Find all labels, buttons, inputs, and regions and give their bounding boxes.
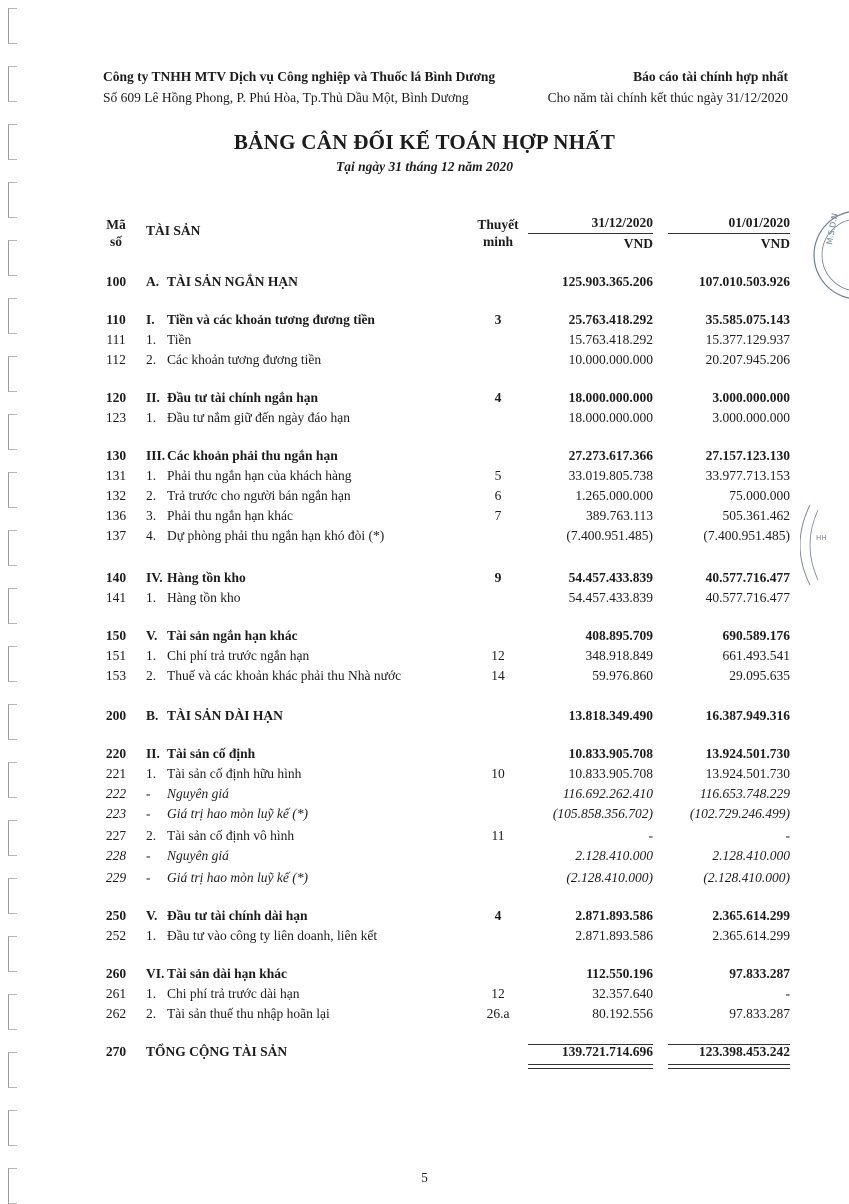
table-row	[0, 1042, 849, 1062]
row-value-previous: 35.585.075.143	[705, 312, 790, 327]
table-row	[0, 388, 849, 408]
table-row	[0, 906, 849, 926]
row-label: Giá trị hao mòn luỹ kế (*)	[167, 806, 308, 821]
row-note: 26.a	[486, 1006, 510, 1021]
row-index: 2.	[146, 352, 157, 367]
row-note: 4	[494, 390, 502, 405]
row-value-previous: 40.577.716.477	[705, 590, 790, 605]
row-index: 1.	[146, 928, 157, 943]
row-label: Tiền và các khoản tương đương tiền	[167, 312, 375, 327]
table-row	[0, 486, 849, 506]
row-code: 132	[105, 488, 127, 503]
row-index: IV.	[146, 570, 163, 585]
row-value-current: 139.721.714.696	[561, 1044, 653, 1059]
row-value-current: 59.976.860	[592, 668, 653, 683]
column-asset-header: TÀI SẢN	[146, 223, 201, 238]
row-note: 9	[494, 570, 502, 585]
row-value-previous: 97.833.287	[729, 1006, 790, 1021]
row-value-current: 348.918.849	[585, 648, 653, 663]
table-row	[0, 666, 849, 686]
table-row	[0, 568, 849, 588]
row-value-current: 116.692.262.410	[562, 786, 653, 801]
table-row	[0, 826, 849, 846]
table-row	[0, 744, 849, 764]
total-double-rule-previous	[668, 1064, 790, 1069]
row-label: Trả trước cho người bán ngắn hạn	[167, 488, 351, 503]
row-label: TỔNG CỘNG TÀI SẢN	[146, 1044, 288, 1059]
table-row	[0, 706, 849, 726]
row-label: Hàng tồn kho	[167, 590, 241, 605]
row-label: Tài sản cố định	[167, 746, 256, 761]
row-value-current: (7.400.951.485)	[566, 528, 653, 543]
row-index: II.	[146, 390, 160, 405]
column-currency-current: VND	[623, 236, 653, 251]
row-value-previous: 107.010.503.926	[698, 274, 790, 289]
row-index: 1.	[146, 648, 157, 663]
row-label: Phải thu ngắn hạn của khách hàng	[167, 468, 352, 483]
table-row	[0, 446, 849, 466]
row-index: -	[146, 848, 151, 863]
table-row	[0, 784, 849, 804]
table-row	[0, 272, 849, 292]
row-note: 10	[491, 766, 505, 781]
row-value-previous: 116.653.748.229	[699, 786, 790, 801]
row-note: 12	[491, 986, 505, 1001]
row-index: 3.	[146, 508, 157, 523]
row-index: 1.	[146, 332, 157, 347]
total-double-rule-current	[528, 1064, 653, 1069]
page-subtitle: Tại ngày 31 tháng 12 năm 2020	[335, 159, 514, 174]
table-row	[0, 1004, 849, 1024]
row-value-current: 389.763.113	[586, 508, 653, 523]
row-note: 14	[491, 668, 505, 683]
report-period: Cho năm tài chính kết thúc ngày 31/12/2020	[547, 90, 788, 105]
row-index: 2.	[146, 828, 157, 843]
column-note-line2: minh	[482, 234, 513, 249]
row-value-current: 2.871.893.586	[575, 928, 653, 943]
table-row	[0, 926, 849, 946]
row-code: 151	[105, 648, 127, 663]
row-index: I.	[146, 312, 155, 327]
row-code: 252	[105, 928, 127, 943]
row-code: 220	[105, 746, 127, 761]
header-left	[103, 66, 495, 108]
row-code: 100	[105, 274, 127, 289]
table-row	[0, 804, 849, 824]
header-right	[548, 66, 788, 108]
row-value-previous: 13.924.501.730	[705, 766, 790, 781]
row-index: V.	[146, 628, 158, 643]
row-index: 1.	[146, 410, 157, 425]
table-row	[0, 350, 849, 370]
table-row	[0, 846, 849, 866]
stamp-text: M.S.D.N	[825, 212, 840, 246]
row-value-previous: 690.589.176	[722, 628, 790, 643]
binding-hole	[8, 66, 17, 102]
row-code: 123	[105, 410, 127, 425]
row-label: Tài sản cố định vô hình	[167, 828, 295, 843]
row-index: 2.	[146, 488, 157, 503]
row-label: Thuế và các khoản khác phải thu Nhà nước	[167, 668, 402, 683]
row-index: A.	[146, 274, 160, 289]
row-value-current: 125.903.365.206	[561, 274, 653, 289]
table-row	[0, 868, 849, 888]
row-value-current: (2.128.410.000)	[566, 870, 653, 885]
table-row	[0, 526, 849, 546]
row-index: VI.	[146, 966, 165, 981]
table-row	[0, 408, 849, 428]
row-code: 150	[105, 628, 127, 643]
column-note-header	[458, 216, 538, 250]
row-value-previous: 2.365.614.299	[712, 928, 790, 943]
row-value-previous: -	[785, 828, 790, 843]
table-row	[0, 506, 849, 526]
row-code: 153	[105, 668, 127, 683]
row-index: 1.	[146, 766, 157, 781]
row-code: 120	[105, 390, 127, 405]
row-label: Giá trị hao mòn luỹ kế (*)	[167, 870, 308, 885]
company-name: Công ty TNHH MTV Dịch vụ Công nghiệp và Thuốc lá Bình Dương	[103, 69, 496, 84]
row-code: 262	[105, 1006, 127, 1021]
row-code: 136	[105, 508, 127, 523]
row-value-previous: 97.833.287	[729, 966, 790, 981]
row-value-current: 33.019.805.738	[568, 468, 653, 483]
binding-hole	[8, 182, 17, 218]
row-label: Tài sản ngắn hạn khác	[167, 628, 298, 643]
row-value-current: 18.000.000.000	[568, 390, 653, 405]
row-value-current: 25.763.418.292	[568, 312, 653, 327]
row-value-previous: (7.400.951.485)	[703, 528, 790, 543]
company-address: Số 609 Lê Hồng Phong, P. Phú Hòa, Tp.Thủ Dầu Một, Bình Dương	[103, 90, 469, 105]
row-value-current: 408.895.709	[585, 628, 653, 643]
binding-hole	[8, 240, 17, 276]
table-row	[0, 588, 849, 608]
row-value-current: 10.833.905.708	[568, 766, 653, 781]
column-date-current: 31/12/2020	[591, 215, 653, 230]
row-code: 221	[105, 766, 127, 781]
row-label: Nguyên giá	[167, 786, 229, 801]
row-index: B.	[146, 708, 159, 723]
row-code: 228	[105, 848, 127, 863]
row-index: -	[146, 806, 151, 821]
row-label: TÀI SẢN NGẮN HẠN	[167, 274, 298, 289]
row-label: Tài sản dài hạn khác	[167, 966, 288, 981]
row-code: 229	[105, 870, 127, 885]
row-code: 200	[105, 708, 127, 723]
header-rule-current	[528, 233, 653, 234]
table-row	[0, 764, 849, 784]
row-code: 137	[105, 528, 127, 543]
total-rule-previous	[668, 1044, 790, 1045]
row-code: 227	[105, 828, 127, 843]
row-value-previous: 2.128.410.000	[712, 848, 790, 863]
row-label: Các khoản tương đương tiền	[167, 352, 322, 367]
row-value-current: 1.265.000.000	[575, 488, 653, 503]
row-value-current: 27.273.617.366	[568, 448, 653, 463]
header-rule-previous	[668, 233, 790, 234]
row-value-current: 18.000.000.000	[568, 410, 653, 425]
row-value-previous: 27.157.123.130	[705, 448, 790, 463]
binding-hole	[8, 8, 17, 44]
row-note: 7	[494, 508, 502, 523]
row-code: 260	[105, 966, 127, 981]
row-value-previous: 123.398.453.242	[698, 1044, 790, 1059]
row-value-previous: -	[785, 986, 790, 1001]
row-value-previous: 505.361.462	[722, 508, 790, 523]
row-code: 223	[105, 806, 127, 821]
row-index: V.	[146, 908, 158, 923]
page-title: BẢNG CÂN ĐỐI KẾ TOÁN HỢP NHẤT	[233, 130, 616, 154]
row-index: 4.	[146, 528, 157, 543]
column-currency-previous: VND	[760, 236, 790, 251]
row-index: 2.	[146, 668, 157, 683]
row-index: -	[146, 786, 151, 801]
row-value-current: 2.871.893.586	[575, 908, 653, 923]
row-code: 131	[105, 468, 127, 483]
row-label: TÀI SẢN DÀI HẠN	[167, 708, 283, 723]
row-value-previous: 2.365.614.299	[712, 908, 790, 923]
row-code: 270	[105, 1044, 127, 1059]
row-index: 1.	[146, 468, 157, 483]
row-index: 2.	[146, 1006, 157, 1021]
row-label: Chi phí trả trước dài hạn	[167, 986, 300, 1001]
row-label: Tài sản thuế thu nhập hoãn lại	[167, 1006, 330, 1021]
row-index: III.	[146, 448, 166, 463]
row-note: 11	[491, 828, 505, 843]
row-value-current: 13.818.349.490	[568, 708, 653, 723]
row-note: 5	[494, 468, 502, 483]
total-rule-current	[528, 1044, 653, 1045]
row-label: Chi phí trả trước ngắn hạn	[167, 648, 310, 663]
column-code-line2: số	[109, 234, 122, 249]
row-value-previous: (2.128.410.000)	[703, 870, 790, 885]
row-value-previous: 75.000.000	[729, 488, 790, 503]
row-value-previous: (102.729.246.499)	[689, 806, 790, 821]
row-label: Dự phòng phải thu ngắn hạn khó đòi (*)	[167, 528, 385, 543]
row-code: 222	[105, 786, 127, 801]
row-code: 111	[106, 332, 126, 347]
binding-hole	[8, 1110, 17, 1146]
row-value-current: 10.000.000.000	[568, 352, 653, 367]
row-value-current: 54.457.433.839	[568, 570, 653, 585]
row-value-previous: 16.387.949.316	[705, 708, 790, 723]
row-value-previous: 3.000.000.000	[712, 410, 790, 425]
row-label: Hàng tồn kho	[167, 570, 246, 585]
table-row	[0, 466, 849, 486]
column-date-previous: 01/01/2020	[728, 215, 790, 230]
row-label: Các khoản phải thu ngắn hạn	[167, 448, 338, 463]
row-code: 112	[106, 352, 126, 367]
report-name: Báo cáo tài chính hợp nhất	[633, 69, 788, 84]
row-value-previous: 20.207.945.206	[705, 352, 790, 367]
row-value-current: 112.550.196	[586, 966, 653, 981]
column-code-header	[100, 216, 132, 250]
table-row	[0, 964, 849, 984]
row-code: 250	[105, 908, 127, 923]
row-label: Phải thu ngắn hạn khác	[167, 508, 293, 523]
row-value-previous: 3.000.000.000	[712, 390, 790, 405]
row-value-previous: 13.924.501.730	[705, 746, 790, 761]
table-row	[0, 984, 849, 1004]
row-code: 141	[105, 590, 127, 605]
page-number: 5	[421, 1170, 428, 1185]
table-row	[0, 646, 849, 666]
row-label: Đầu tư tài chính ngắn hạn	[167, 390, 319, 405]
table-row	[0, 626, 849, 646]
row-code: 130	[105, 448, 127, 463]
row-value-current: (105.858.356.702)	[552, 806, 653, 821]
row-note: 3	[494, 312, 502, 327]
row-value-current: 54.457.433.839	[568, 590, 653, 605]
row-label: Nguyên giá	[167, 848, 229, 863]
stamp-text: HH	[816, 534, 827, 542]
row-value-previous: 661.493.541	[722, 648, 790, 663]
row-value-previous: 33.977.713.153	[705, 468, 790, 483]
row-note: 4	[494, 908, 502, 923]
row-value-current: -	[648, 828, 653, 843]
row-code: 140	[105, 570, 127, 585]
row-index: 1.	[146, 590, 157, 605]
row-code: 110	[106, 312, 126, 327]
row-label: Tài sản cố định hữu hình	[167, 766, 302, 781]
row-label: Đầu tư vào công ty liên doanh, liên kết	[167, 928, 378, 943]
column-code-line1: Mã	[106, 217, 126, 232]
row-value-previous: 29.095.635	[729, 668, 790, 683]
row-label: Đầu tư tài chính dài hạn	[167, 908, 308, 923]
column-note-line1: Thuyết	[477, 217, 519, 232]
row-value-previous: 15.377.129.937	[705, 332, 790, 347]
table-row	[0, 310, 849, 330]
row-label: Tiền	[167, 332, 192, 347]
row-value-current: 15.763.418.292	[568, 332, 653, 347]
row-note: 12	[491, 648, 505, 663]
row-value-current: 10.833.905.708	[568, 746, 653, 761]
table-row	[0, 330, 849, 350]
row-code: 261	[105, 986, 127, 1001]
row-index: II.	[146, 746, 160, 761]
row-label: Đầu tư nắm giữ đến ngày đáo hạn	[167, 410, 350, 425]
row-value-current: 32.357.640	[592, 986, 653, 1001]
row-value-previous: 40.577.716.477	[705, 570, 790, 585]
row-note: 6	[494, 488, 502, 503]
row-value-current: 2.128.410.000	[575, 848, 653, 863]
row-value-current: 80.192.556	[592, 1006, 653, 1021]
row-index: 1.	[146, 986, 157, 1001]
row-index: -	[146, 870, 151, 885]
